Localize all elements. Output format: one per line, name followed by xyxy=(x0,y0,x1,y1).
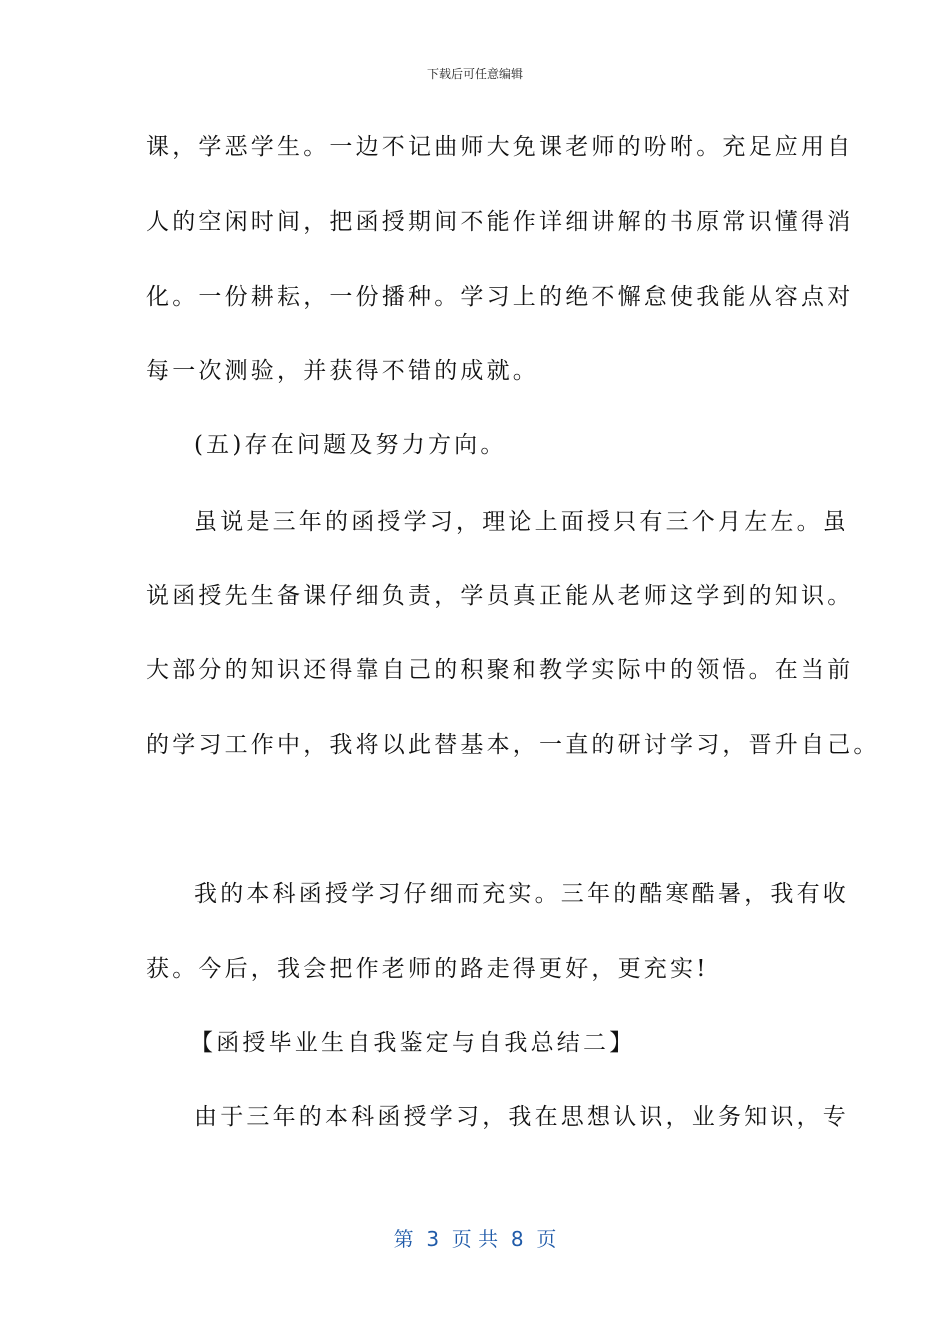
body-line: 由于三年的本科函授学习，我在思想认识，业务知识，专 xyxy=(194,1104,849,1130)
body-line: 大部分的知识还得靠自己的积聚和教学实际中的领悟。在当前 xyxy=(146,657,854,683)
section-heading: (五)存在问题及努力方向。 xyxy=(194,432,507,458)
body-line: 我的本科函授学习仔细而充实。三年的酷寒酷暑，我有收 xyxy=(194,881,849,907)
body-line: 说函授先生备课仔细负责，学员真正能从老师这学到的知识。 xyxy=(146,583,854,609)
body-line: 人的空闲时间，把函授期间不能作详细讲解的书原常识懂得消 xyxy=(146,209,854,235)
section-title: 【函授毕业生自我鉴定与自我总结二】 xyxy=(190,1030,636,1056)
body-line: 的学习工作中，我将以此替基本，一直的研讨学习，晋升自己。 xyxy=(146,732,880,758)
body-line: 每一次测验，并获得不错的成就。 xyxy=(146,358,539,384)
body-line: 课，学恶学生。一边不记曲师大免课老师的吩咐。充足应用自 xyxy=(146,134,854,160)
body-line: 获。今后，我会把作老师的路走得更好，更充实! xyxy=(146,956,709,982)
page-number: 第 3 页 共 8 页 xyxy=(393,1227,557,1251)
page-header: 下载后可任意编辑 xyxy=(426,67,523,81)
body-line: 化。一份耕耘，一份播种。学习上的绝不懈怠使我能从容点对 xyxy=(146,284,854,310)
body-line: 虽说是三年的函授学习，理论上面授只有三个月左左。虽 xyxy=(194,509,849,535)
